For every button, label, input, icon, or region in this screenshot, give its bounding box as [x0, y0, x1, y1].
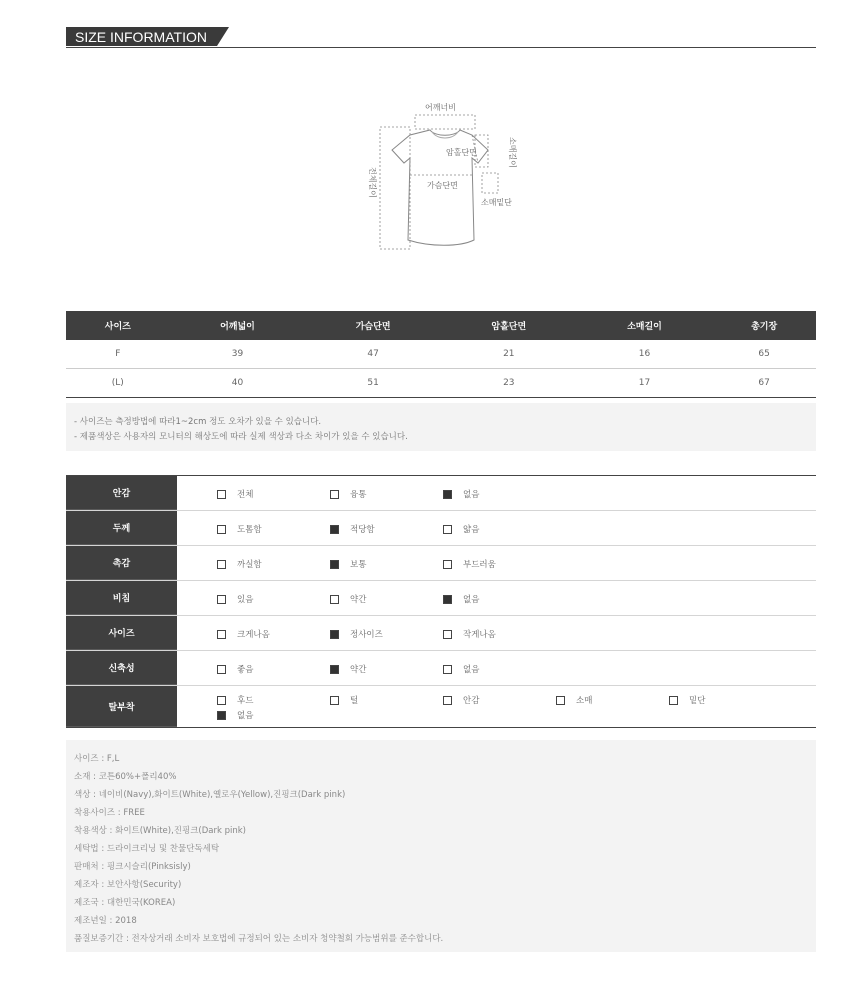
checkbox-icon[interactable]	[556, 696, 565, 705]
checkbox-icon[interactable]	[443, 696, 452, 705]
attribute-option[interactable]	[443, 663, 479, 675]
attribute-option[interactable]	[217, 593, 253, 605]
attribute-option[interactable]	[330, 628, 383, 640]
cell: (L)	[66, 369, 170, 398]
attribute-label: 촉감	[66, 546, 177, 580]
checked-box-icon[interactable]	[330, 630, 339, 639]
attribute-option[interactable]	[330, 523, 375, 535]
info-line: 판매처 : 핑크시슬리(Pinksisly)	[74, 862, 191, 872]
checkbox-icon[interactable]	[443, 560, 452, 569]
option-label: 작게나옴	[463, 630, 496, 640]
attribute-option[interactable]	[330, 663, 366, 675]
option-label: 털	[350, 696, 359, 706]
checkbox-icon[interactable]	[217, 696, 226, 705]
checked-box-icon[interactable]	[443, 490, 452, 499]
info-line: 제조년일 : 2018	[74, 916, 137, 926]
checkbox-icon[interactable]	[217, 560, 226, 569]
cell: 39	[170, 340, 306, 369]
header-sleeve: 소매길이	[577, 311, 713, 340]
attribute-option[interactable]	[443, 558, 496, 570]
checked-box-icon[interactable]	[330, 665, 339, 674]
table-row	[66, 369, 816, 398]
checked-box-icon[interactable]	[443, 595, 452, 604]
tshirt-diagram	[360, 95, 530, 260]
attribute-option[interactable]	[556, 694, 592, 706]
attribute-option[interactable]	[217, 694, 253, 706]
header-shoulder: 어깨넓이	[170, 311, 306, 340]
cell: 51	[305, 369, 441, 398]
checkbox-icon[interactable]	[443, 665, 452, 674]
option-label: 약간	[350, 665, 367, 675]
attribute-options	[177, 511, 816, 545]
table-row	[66, 340, 816, 369]
info-line: 소재 : 코튼60%+폴리40%	[74, 772, 177, 782]
option-label: 좋음	[237, 665, 254, 675]
size-notes	[66, 403, 816, 451]
size-diagram	[360, 95, 530, 260]
option-label: 있음	[237, 595, 254, 605]
attribute-option[interactable]	[217, 558, 262, 570]
attribute-row	[66, 686, 816, 727]
attribute-label: 안감	[66, 476, 177, 510]
cell: F	[66, 340, 170, 369]
option-label: 크게나옴	[237, 630, 270, 640]
attribute-label: 두께	[66, 511, 177, 545]
attribute-row	[66, 651, 816, 686]
checkbox-icon[interactable]	[330, 696, 339, 705]
attribute-option[interactable]	[217, 488, 253, 500]
info-line: 사이즈 : F,L	[74, 754, 120, 764]
cell: 21	[441, 340, 577, 369]
checkbox-icon[interactable]	[217, 595, 226, 604]
option-label: 소매	[576, 696, 593, 706]
checkbox-icon[interactable]	[330, 490, 339, 499]
label-chest: 가슴단면	[427, 181, 458, 190]
option-label: 도톰함	[237, 525, 262, 535]
option-label: 없음	[463, 595, 480, 605]
cell: 67	[712, 369, 816, 398]
option-label: 밑단	[689, 696, 706, 706]
attribute-option[interactable]	[443, 523, 479, 535]
attribute-option[interactable]	[217, 628, 270, 640]
attribute-label: 사이즈	[66, 616, 177, 650]
checkbox-icon[interactable]	[217, 665, 226, 674]
attribute-row	[66, 546, 816, 581]
attribute-options	[177, 616, 816, 650]
note-text: - 제품색상은 사용자의 모니터의 해상도에 따라 실제 색상과 다소 차이가 있을 수 있습니다.	[74, 432, 408, 442]
attribute-option[interactable]	[330, 558, 366, 570]
cell: 40	[170, 369, 306, 398]
option-label: 얇음	[463, 525, 480, 535]
label-sleeve-length: 소매길이	[508, 137, 517, 168]
attribute-option[interactable]	[330, 488, 366, 500]
option-label: 후드	[237, 696, 254, 706]
option-label: 약간	[350, 595, 367, 605]
header-length: 총기장	[712, 311, 816, 340]
option-label: 보통	[350, 560, 367, 570]
option-label: 전체	[237, 490, 254, 500]
attribute-label: 비침	[66, 581, 177, 615]
label-shoulder: 어깨너비	[425, 103, 456, 112]
checkbox-icon[interactable]	[217, 490, 226, 499]
info-line: 제조국 : 대한민국(KOREA)	[74, 898, 176, 908]
cell: 17	[577, 369, 713, 398]
checkbox-icon[interactable]	[217, 525, 226, 534]
attribute-options	[177, 686, 816, 727]
attribute-option[interactable]	[330, 694, 358, 706]
cell: 65	[712, 340, 816, 369]
attribute-row	[66, 581, 816, 616]
attribute-option[interactable]	[330, 593, 366, 605]
attribute-option[interactable]	[443, 628, 496, 640]
attribute-row	[66, 511, 816, 546]
checked-box-icon[interactable]	[217, 711, 226, 720]
checkbox-icon[interactable]	[669, 696, 678, 705]
section-title: SIZE INFORMATION	[66, 27, 217, 46]
option-label: 까실함	[237, 560, 262, 570]
size-table-header	[66, 311, 816, 340]
info-line: 색상 : 네이비(Navy),화이트(White),옐로우(Yellow),진핑크(Dark pink)	[74, 790, 346, 800]
cell: 16	[577, 340, 713, 369]
attribute-option[interactable]	[217, 663, 253, 675]
checkbox-icon[interactable]	[443, 525, 452, 534]
attribute-options	[177, 546, 816, 580]
checkbox-icon[interactable]	[443, 630, 452, 639]
info-line: 착용사이즈 : FREE	[74, 808, 145, 818]
checked-box-icon[interactable]	[330, 560, 339, 569]
attribute-row	[66, 616, 816, 651]
header-chest: 가슴단면	[305, 311, 441, 340]
header-size: 사이즈	[66, 311, 170, 340]
attribute-option[interactable]	[669, 694, 705, 706]
note-text: - 사이즈는 측정방법에 따라1~2cm 정도 오차가 있을 수 있습니다.	[74, 417, 322, 427]
option-label: 없음	[463, 665, 480, 675]
label-armhole: 암홀단면	[446, 148, 477, 157]
product-info	[66, 740, 816, 952]
attribute-label: 신축성	[66, 651, 177, 685]
option-label: 부드러움	[463, 560, 496, 570]
attribute-row	[66, 476, 816, 511]
attribute-options	[177, 651, 816, 685]
checked-box-icon[interactable]	[330, 525, 339, 534]
option-label: 없음	[463, 490, 480, 500]
attribute-option[interactable]	[217, 523, 262, 535]
option-label: 없음	[237, 711, 254, 721]
attribute-option[interactable]	[443, 488, 479, 500]
label-total-length: 전체길이	[368, 167, 377, 198]
attribute-label: 탈부착	[66, 686, 177, 727]
option-label: 안감	[463, 696, 480, 706]
info-line: 세탁법 : 드라이크리닝 및 찬물단독세탁	[74, 844, 220, 854]
section-header	[66, 27, 816, 48]
attribute-options	[177, 476, 816, 510]
option-label: 융통	[350, 490, 367, 500]
checkbox-icon[interactable]	[217, 630, 226, 639]
attribute-option[interactable]	[443, 593, 479, 605]
attribute-option[interactable]	[443, 694, 479, 706]
option-label: 정사이즈	[350, 630, 383, 640]
attribute-table	[66, 475, 816, 728]
cell: 47	[305, 340, 441, 369]
attribute-option[interactable]	[217, 709, 253, 721]
label-sleeve-hem: 소매밑단	[481, 198, 512, 207]
info-line: 품질보증기간 : 전자상거래 소비자 보호법에 규정되어 있는 소비자 청약철회 가능범위를 준수합니다.	[74, 934, 444, 944]
size-table	[66, 311, 816, 398]
info-line: 제조자 : 보안사항(Security)	[74, 880, 182, 890]
info-line: 착용색상 : 화이트(White),진핑크(Dark pink)	[74, 826, 247, 836]
attribute-options	[177, 581, 816, 615]
option-label: 적당함	[350, 525, 375, 535]
header-armhole: 암홀단면	[441, 311, 577, 340]
checkbox-icon[interactable]	[330, 595, 339, 604]
cell: 23	[441, 369, 577, 398]
